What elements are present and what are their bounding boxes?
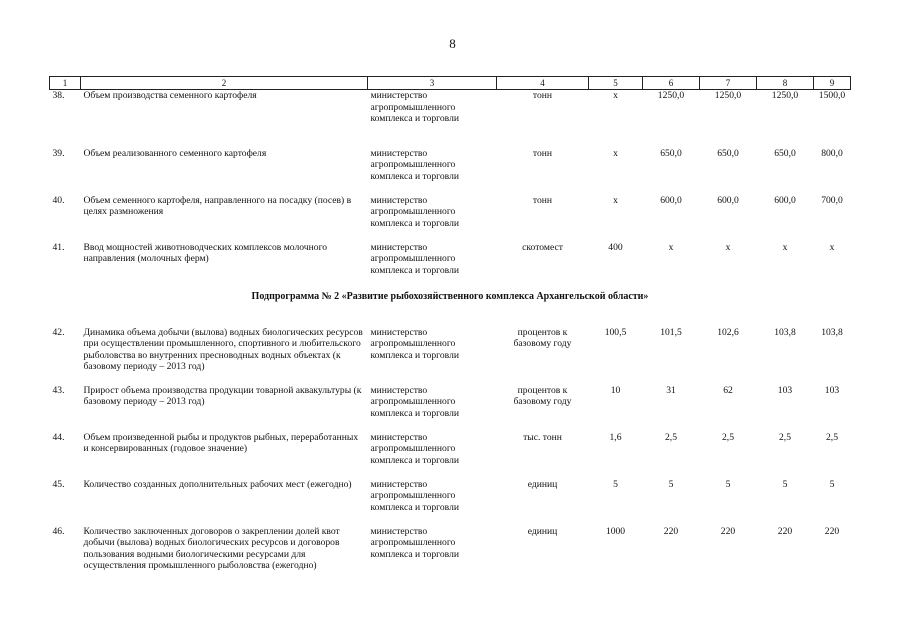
indicator-name: Прирост объема производства продукции товарной аквакультуры (к базовому периоду – 2013 год) (83, 384, 362, 408)
responsible-body: министерство агропромышленного комплекса и торговли (370, 147, 460, 182)
row-number: 46. (52, 525, 65, 537)
value-col-8: 103 (777, 384, 793, 396)
unit-of-measure: единиц (527, 525, 558, 537)
unit-of-measure: тонн (532, 194, 553, 206)
value-col-5: х (613, 194, 618, 206)
row-number: 38. (52, 90, 65, 101)
value-col-7: 2,5 (722, 431, 734, 443)
section-row (50, 291, 851, 327)
header-row (50, 77, 851, 90)
unit-of-measure: скотомест (522, 241, 563, 253)
responsible-body: министерство агропромышленного комплекса и торговли (370, 431, 460, 466)
indicator-name: Количество заключенных договоров о закреплении долей квот добычи (вылова) водных биологических ресурсов и договоров пользования водными биологическими ресурсами для осуществления промышленного рыболовства (ежегодно) (83, 525, 340, 572)
value-col-9: 220 (824, 525, 840, 537)
unit-of-measure: тонн (532, 90, 553, 101)
value-col-5: х (613, 147, 618, 159)
column-header-7: 7 (700, 77, 757, 90)
value-col-6: 2,5 (665, 431, 677, 443)
table-row (50, 479, 851, 526)
value-col-8: 5 (782, 478, 788, 490)
column-header-2: 2 (81, 77, 368, 90)
value-col-7: 220 (720, 525, 736, 537)
indicator-name: Объем произведенной рыбы и продуктов рыбных, переработанных и консервированных (годовое значение) (83, 431, 359, 455)
responsible-body: министерство агропромышленного комплекса и торговли (370, 194, 460, 229)
value-col-6: 220 (663, 525, 679, 537)
indicator-name: Объем семенного картофеля, направленного на посадку (посев) в целях размножения (83, 194, 352, 218)
responsible-body: министерство агропромышленного комплекса и торговли (370, 90, 460, 125)
value-col-7: 102,6 (717, 326, 739, 338)
responsible-body: министерство агропромышленного комплекса и торговли (370, 326, 460, 361)
value-col-9: 1500,0 (818, 90, 846, 101)
column-header-1: 1 (50, 77, 81, 90)
unit-of-measure: единиц (527, 478, 558, 490)
value-col-9: 5 (829, 478, 835, 490)
value-col-8: 103,8 (774, 326, 796, 338)
value-col-9: 2,5 (826, 431, 838, 443)
table-row (50, 148, 851, 195)
indicators-table (49, 76, 851, 588)
row-number: 43. (52, 384, 65, 396)
value-col-8: 600,0 (774, 194, 796, 206)
value-col-5: 100,5 (604, 326, 627, 338)
table-row (50, 195, 851, 242)
value-col-8: 650,0 (774, 147, 796, 159)
row-number: 40. (52, 194, 65, 206)
value-col-9: х (829, 241, 835, 253)
table-body (50, 90, 851, 588)
value-col-9: 103 (824, 384, 840, 396)
indicator-name: Ввод мощностей животноводческих комплексов молочного направления (молочных ферм) (83, 241, 328, 265)
value-col-5: 400 (608, 241, 623, 253)
table-row (50, 432, 851, 479)
value-col-7: х (725, 241, 731, 253)
value-col-6: 5 (668, 478, 674, 490)
row-number: 45. (52, 478, 65, 490)
indicator-name: Динамика объема добычи (вылова) водных биологических ресурсов при осуществлении промышленного, спортивного и любительского рыболовства во внутренних пресноводных водных объектах (к базовому периоду – 2013 год) (83, 326, 363, 373)
table-row (50, 526, 851, 588)
unit-of-measure: тонн (532, 147, 553, 159)
column-header-6: 6 (643, 77, 700, 90)
row-number: 44. (52, 431, 65, 443)
value-col-7: 1250,0 (714, 90, 742, 101)
indicator-name: Объем производства семенного картофеля (83, 90, 257, 101)
table-row (50, 90, 851, 148)
unit-of-measure: процентов к базовому году (513, 326, 572, 350)
value-col-8: 1250,0 (771, 90, 799, 101)
column-header-5: 5 (589, 77, 643, 90)
page-number: 8 (449, 36, 456, 51)
row-number: 42. (52, 326, 65, 338)
value-col-7: 600,0 (717, 194, 739, 206)
indicator-name: Объем реализованного семенного картофеля (83, 147, 267, 159)
value-col-7: 650,0 (717, 147, 739, 159)
value-col-6: 31 (666, 384, 676, 396)
row-number: 41. (52, 241, 65, 253)
row-number: 39. (52, 147, 65, 159)
unit-of-measure: процентов к базовому году (513, 384, 572, 408)
indicator-name: Количество созданных дополнительных рабочих мест (ежегодно) (83, 478, 352, 490)
value-col-9: 700,0 (821, 194, 843, 206)
value-col-8: 220 (777, 525, 793, 537)
value-col-7: 62 (723, 384, 733, 396)
value-col-6: 600,0 (660, 194, 682, 206)
table-row (50, 385, 851, 432)
value-col-6: х (668, 241, 674, 253)
table-row (50, 327, 851, 385)
value-col-8: х (782, 241, 788, 253)
value-col-5: 10 (610, 384, 621, 396)
responsible-body: министерство агропромышленного комплекса и торговли (370, 384, 460, 419)
value-col-8: 2,5 (779, 431, 791, 443)
value-col-9: 103,8 (821, 326, 843, 338)
responsible-body: министерство агропромышленного комплекса и торговли (370, 525, 460, 560)
value-col-7: 5 (725, 478, 731, 490)
unit-of-measure: тыс. тонн (523, 431, 562, 443)
value-col-6: 650,0 (660, 147, 682, 159)
column-header-8: 8 (757, 77, 814, 90)
value-col-5: х (613, 90, 618, 101)
value-col-5: 1000 (605, 525, 626, 537)
column-header-4: 4 (497, 77, 589, 90)
column-header-3: 3 (368, 77, 497, 90)
responsible-body: министерство агропромышленного комплекса и торговли (370, 241, 460, 276)
column-header-9: 9 (814, 77, 851, 90)
responsible-body: министерство агропромышленного комплекса и торговли (370, 478, 460, 513)
value-col-5: 5 (613, 478, 618, 490)
section-title: Подпрограмма № 2 «Развитие рыбохозяйственного комплекса Архангельской области» (251, 290, 649, 302)
table-row (50, 242, 851, 291)
table-header (50, 77, 851, 90)
value-col-9: 800,0 (821, 147, 843, 159)
value-col-6: 101,5 (660, 326, 682, 338)
value-col-5: 1,6 (609, 431, 622, 443)
value-col-6: 1250,0 (657, 90, 685, 101)
